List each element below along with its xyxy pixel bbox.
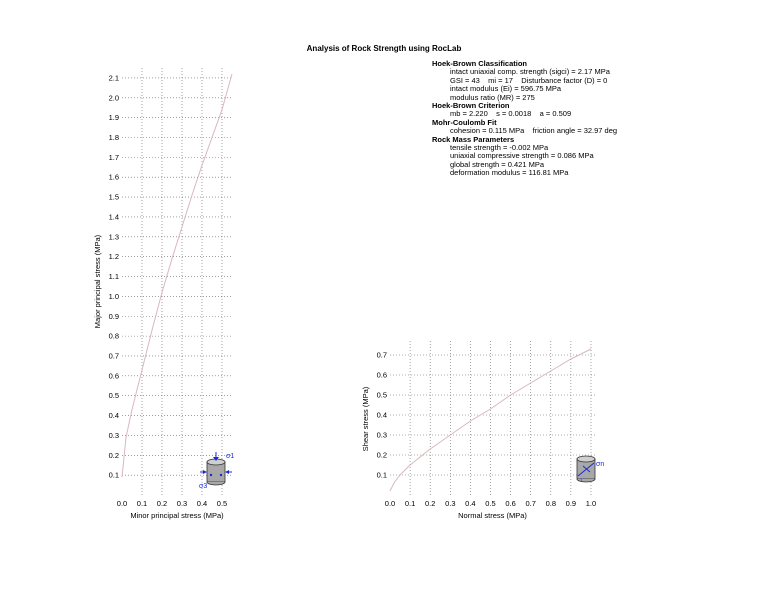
y-tick-label: 0.2	[376, 450, 387, 460]
tau-label: τ	[580, 478, 583, 484]
y-tick-label: 1.8	[108, 133, 119, 143]
mohr-coulomb-heading: Mohr-Coulomb Fit	[432, 117, 497, 127]
hb-classification-line: GSI = 43 mi = 17 Disturbance factor (D) = 0	[450, 75, 608, 85]
x-tick-label: 0.3	[176, 499, 188, 508]
x-tick-label: 0.1	[136, 499, 148, 508]
y-tick-label: 0.6	[376, 370, 387, 380]
principal-stress-chart	[93, 66, 235, 520]
x-tick-label: 0.6	[505, 499, 516, 508]
x-tick-label: 1.0	[585, 499, 597, 508]
y-tick-label: 0.3	[376, 430, 387, 440]
rock-mass-line: deformation modulus = 116.81 MPa	[450, 168, 569, 178]
y-tick-label: 0.6	[108, 371, 119, 381]
y-tick-label: 0.2	[108, 450, 119, 460]
y-tick-label: 0.3	[108, 430, 119, 440]
y-tick-label: 0.5	[108, 391, 119, 401]
hb-classification-line: intact uniaxial comp. strength (sigci) = 2.17 MPa	[450, 67, 610, 77]
shear-specimen-icon	[577, 456, 604, 484]
x-tick-label: 0.2	[424, 499, 436, 508]
y-tick-label: 1.7	[108, 152, 119, 162]
y-tick-label: 0.9	[108, 311, 119, 321]
x-tick-label: 0.8	[545, 499, 557, 508]
hb-classification-line: modulus ratio (MR) = 275	[450, 92, 535, 102]
y-axis-label: Major principal stress (MPa)	[93, 234, 102, 329]
x-tick-label: 0.4	[465, 499, 476, 508]
y-tick-label: 0.4	[108, 411, 119, 421]
hb-criterion-line: mb = 2.220 s = 0.0018 a = 0.509	[450, 109, 572, 119]
x-tick-label: 0.1	[404, 499, 416, 508]
y-tick-label: 1.6	[108, 172, 119, 182]
rock-mass-line: global strength = 0.421 MPa	[450, 159, 545, 169]
hb-classification-heading: Hoek-Brown Classification	[432, 59, 528, 68]
y-tick-label: 0.4	[376, 410, 387, 420]
y-tick-label: 2.1	[108, 73, 119, 83]
y-tick-label: 0.1	[108, 470, 119, 480]
y-tick-label: 0.1	[376, 470, 387, 480]
sigma-n-label: σn	[596, 461, 605, 468]
x-axis-label: Minor principal stress (MPa)	[130, 511, 224, 520]
chart-title: Analysis of Rock Strength using RocLab	[306, 44, 462, 53]
y-tick-label: 0.5	[376, 390, 387, 400]
x-axis-label: Normal stress (MPa)	[458, 511, 527, 520]
x-tick-label: 0.0	[384, 499, 396, 508]
x-tick-label: 0.5	[216, 499, 228, 508]
y-tick-label: 0.8	[108, 331, 119, 341]
triaxial-specimen-icon	[199, 452, 234, 490]
y-tick-label: 1.3	[108, 232, 119, 242]
x-tick-label: 0.9	[565, 499, 577, 508]
y-tick-label: 0.7	[108, 351, 119, 361]
y-tick-label: 1.9	[108, 113, 119, 123]
y-tick-label: 0.7	[376, 350, 387, 360]
y-tick-label: 1.5	[108, 192, 119, 202]
y-tick-label: 1.2	[108, 252, 119, 262]
rock-mass-heading: Rock Mass Parameters	[432, 134, 515, 144]
y-tick-label: 1.4	[108, 212, 119, 222]
sigma3-label: σ3	[199, 483, 208, 490]
y-tick-label: 2.0	[108, 93, 119, 103]
x-tick-label: 0.7	[525, 499, 536, 508]
sigma1-label: σ1	[226, 453, 235, 460]
x-tick-label: 0.5	[485, 499, 496, 508]
shear-stress-chart	[361, 341, 596, 520]
y-tick-label: 1.1	[108, 272, 119, 282]
x-tick-label: 0.0	[116, 499, 128, 508]
series-line	[122, 74, 235, 477]
y-tick-label: 1.0	[108, 291, 119, 301]
hb-criterion-heading: Hoek-Brown Criterion	[432, 101, 510, 111]
rock-mass-line: tensile strength = -0.002 MPa	[450, 143, 549, 153]
mohr-coulomb-line: cohesion = 0.115 MPa friction angle = 32.97 deg	[450, 126, 618, 136]
x-tick-label: 0.4	[196, 499, 208, 508]
x-tick-label: 0.2	[156, 499, 168, 508]
hb-classification-line: intact modulus (Ei) = 596.75 MPa	[450, 84, 562, 94]
y-axis-label: Shear stress (MPa)	[361, 386, 370, 452]
rock-mass-line: uniaxial compressive strength = 0.086 MPa	[450, 151, 594, 161]
x-tick-label: 0.3	[445, 499, 456, 508]
